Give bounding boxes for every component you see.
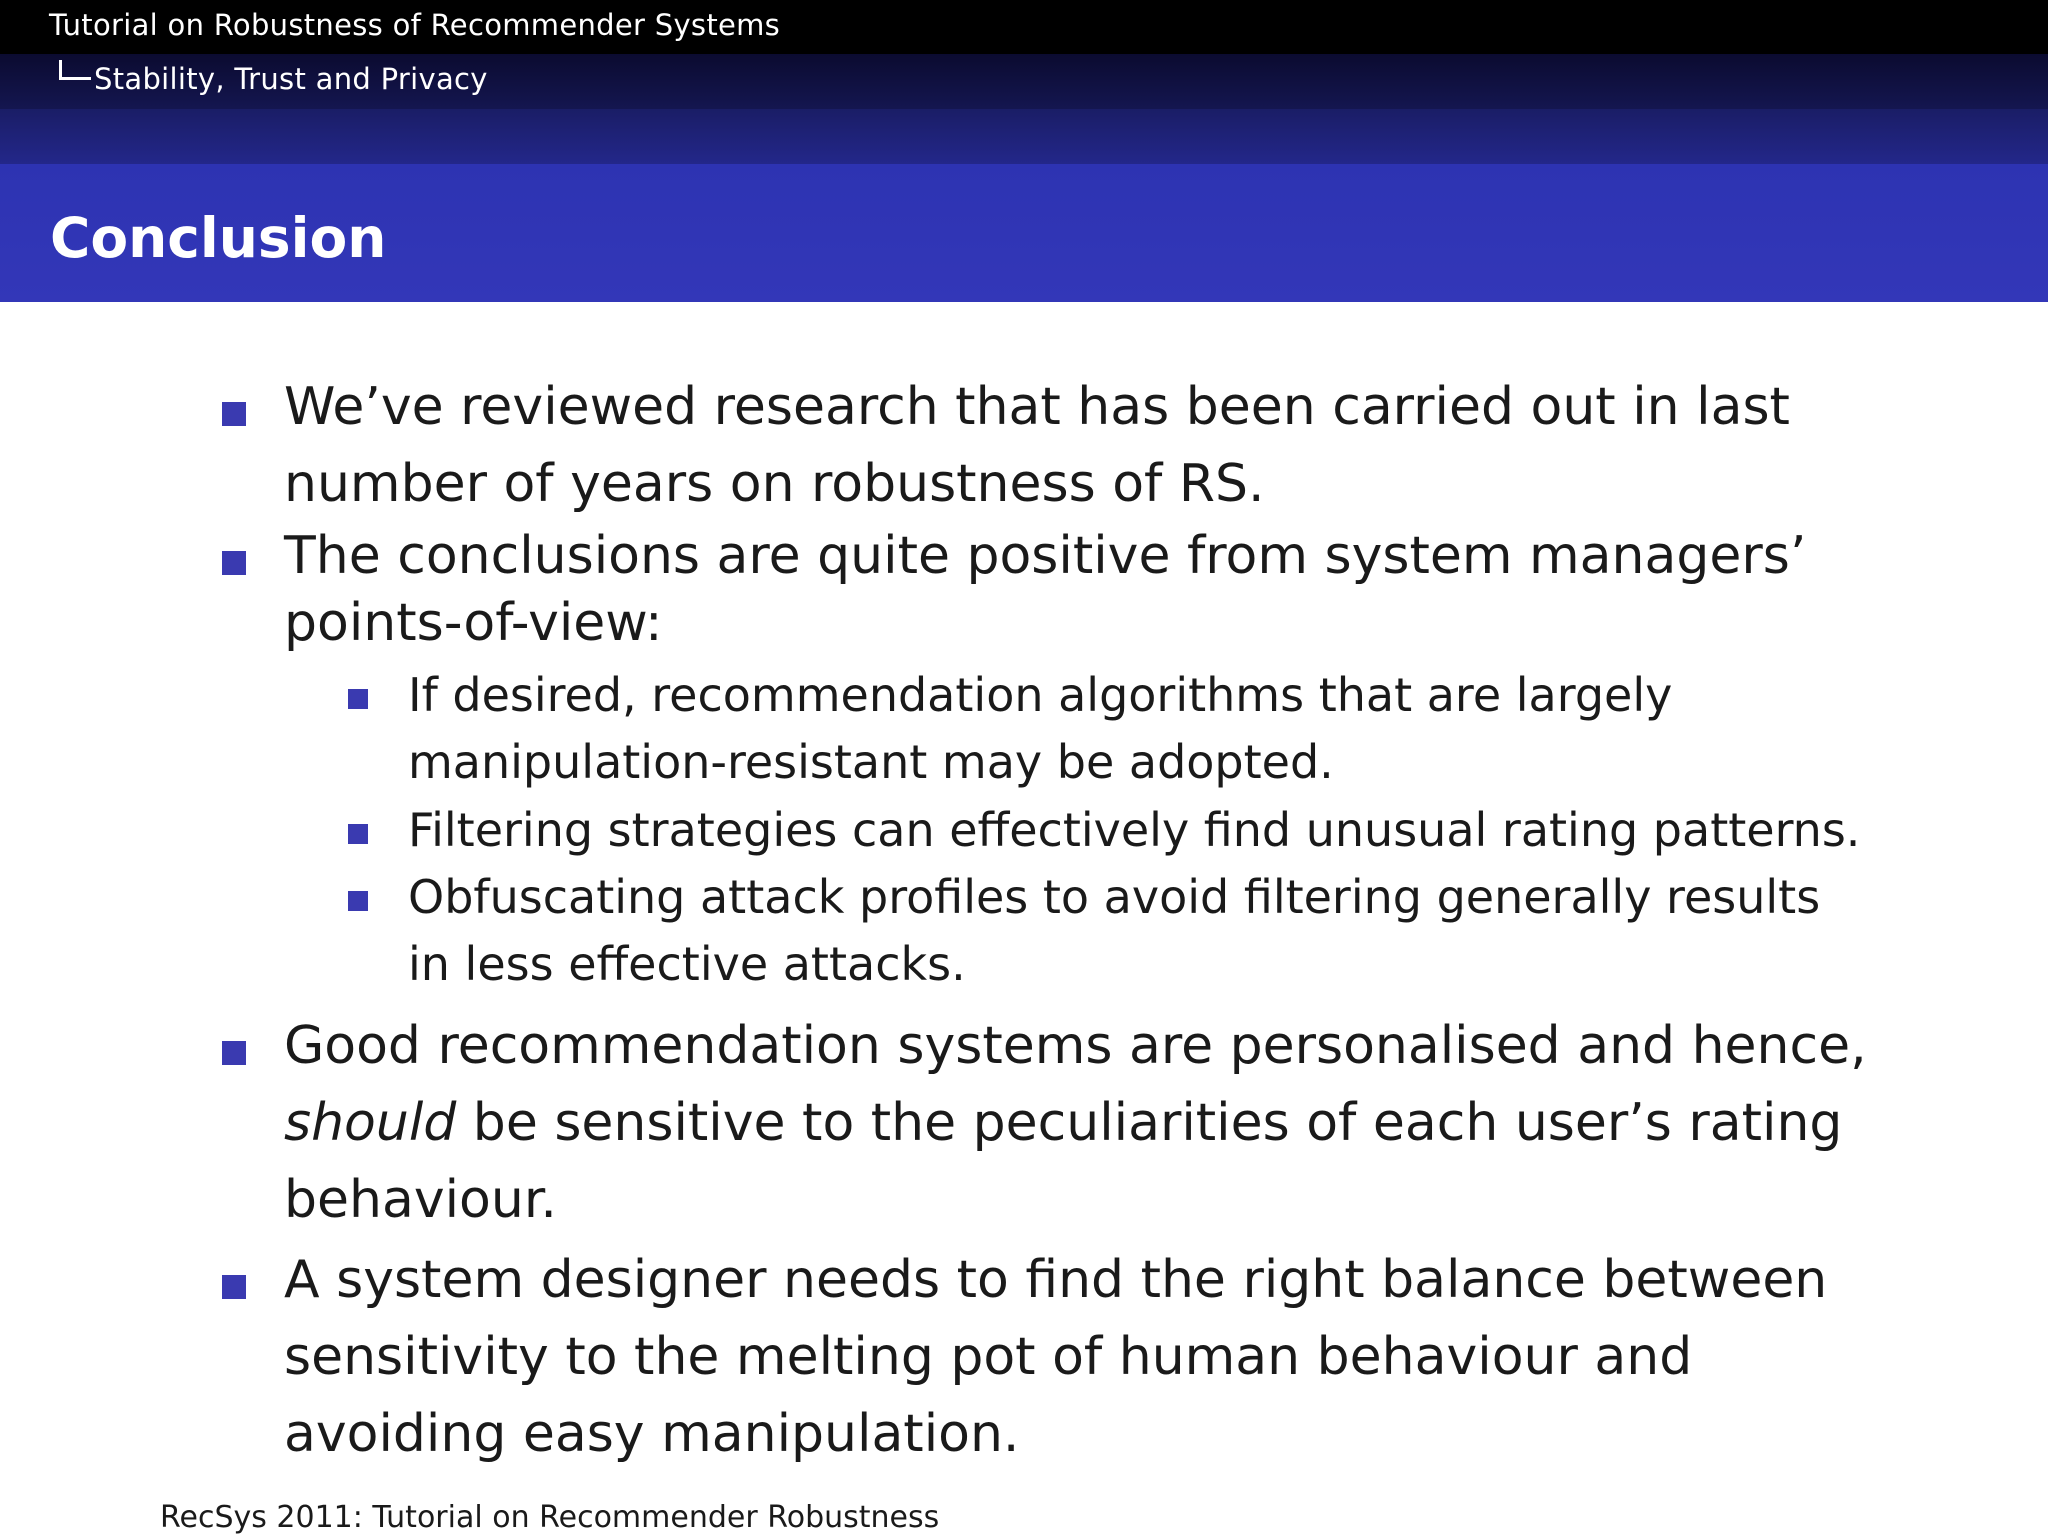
subbullet-square-icon [348,891,368,911]
bullet-text-line [284,1085,1842,1162]
section-title: Stability, Trust and Privacy [94,62,488,96]
subbullet-item-3 [346,864,1946,998]
subbullet-text-line: manipulation-resistant may be adopted. [408,735,1334,789]
bullet-text-line: behaviour. [284,1170,557,1230]
header-presentation-bar [0,0,2048,54]
header-section-bar [0,54,2048,109]
bullet-square-icon [222,551,246,575]
bullet-text-line: Good recommendation systems are personalised and hence, [284,1016,1867,1076]
section-corner-icon [59,60,91,80]
bullet-text-line: The conclusions are quite positive from system managers’ [284,526,1807,586]
subbullet-text-line: If desired, recommendation algorithms that are largely [408,668,1673,722]
bullet-text-line: number of years on robustness of RS. [284,454,1265,514]
bullet-text-line: points-of-view: [284,593,663,653]
subbullet-text-line: Filtering strategies can effectively find unusual rating patterns. [408,803,1861,857]
bullet-item-1 [222,369,1922,523]
bullet-item-2 [222,518,1922,672]
bullet-square-icon [222,1275,246,1299]
bullet-item-4 [222,1242,1922,1473]
bullet-text-line: sensitivity to the melting pot of human behaviour and [284,1327,1693,1387]
slide-title-bar [0,164,2048,302]
subbullet-text-line: Obfuscating attack profiles to avoid filtering generally results [408,870,1821,924]
emphasis-text: should [284,1093,457,1153]
bullet-item-3 [222,1008,1922,1239]
bullet-text-line: avoiding easy manipulation. [284,1404,1020,1464]
slide-title: Conclusion [50,206,387,270]
subbullet-item-1 [346,662,1946,796]
subbullet-text-line: in less effective attacks. [408,937,966,991]
bullet-square-icon [222,1041,246,1065]
presentation-title: Tutorial on Robustness of Recommender Systems [49,8,781,42]
subbullet-square-icon [348,689,368,709]
slide-content [0,302,2048,1492]
header-spacer-bar [0,109,2048,164]
bullet-text-segment: be sensitive to the peculiarities of each user’s rating [456,1093,1843,1153]
bullet-square-icon [222,402,246,426]
bullet-text-line: A system designer needs to find the right balance between [284,1250,1828,1310]
subbullet-square-icon [348,824,368,844]
subbullet-item-2 [346,797,1946,864]
bullet-text-line: We’ve reviewed research that has been carried out in last [284,377,1790,437]
slide-footer: RecSys 2011: Tutorial on Recommender Robustness [160,1500,940,1535]
